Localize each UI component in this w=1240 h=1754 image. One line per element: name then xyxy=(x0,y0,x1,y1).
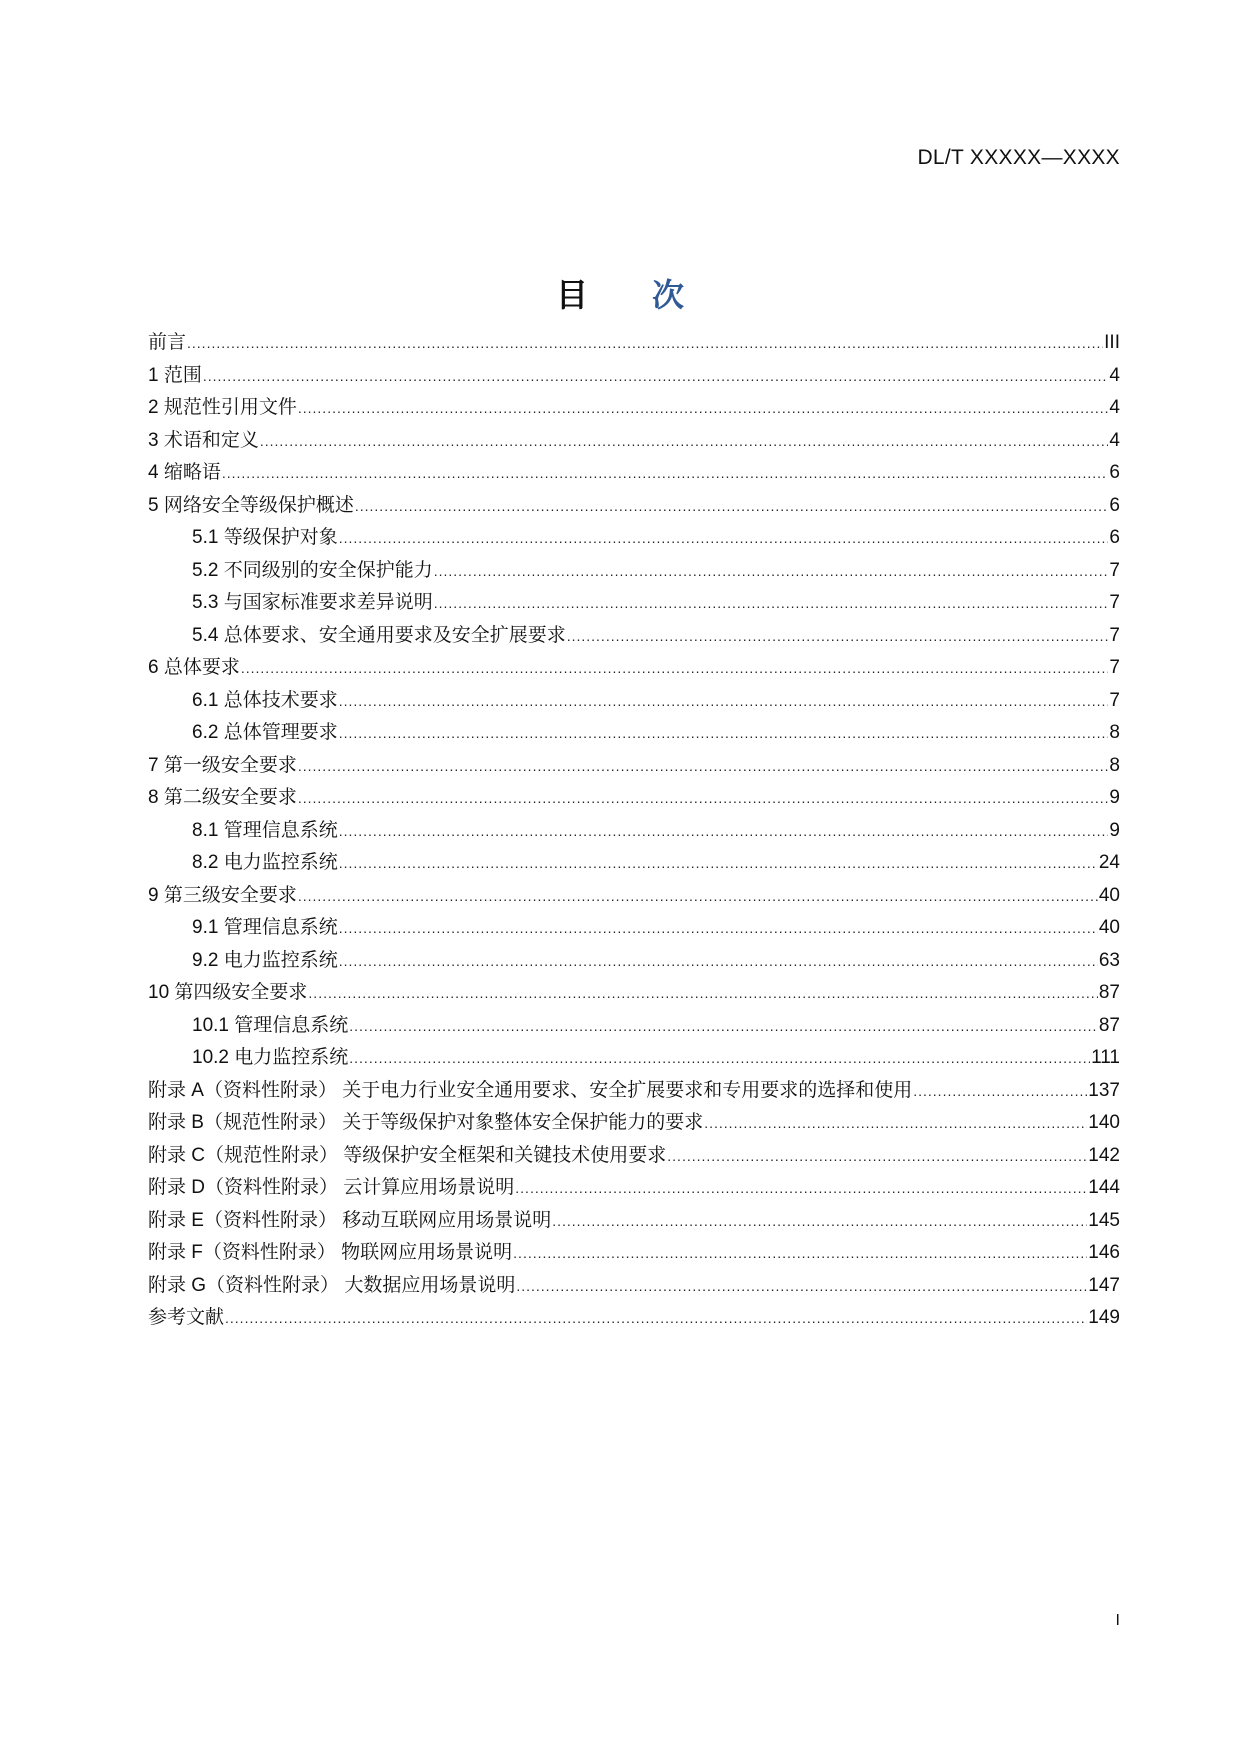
toc-entry-page: 147 xyxy=(1088,1274,1120,1296)
toc-entry-page: 137 xyxy=(1088,1079,1120,1101)
toc-entry[interactable] xyxy=(148,522,1120,555)
toc-entry[interactable] xyxy=(148,360,1120,393)
dot-leader xyxy=(339,820,1109,842)
dot-leader xyxy=(349,1047,1090,1069)
toc-entry-label: 1 范围 xyxy=(148,364,202,386)
toc-entry-page: 144 xyxy=(1088,1177,1120,1198)
toc-entry-page: 111 xyxy=(1091,1047,1120,1068)
toc-entry-page: 4 xyxy=(1109,397,1120,418)
toc-entry-label: 前言 xyxy=(148,332,187,353)
dot-leader xyxy=(434,560,1109,582)
dot-leader xyxy=(241,657,1109,679)
toc-entry-label: 8 第二级安全要求 xyxy=(148,787,297,808)
dot-leader xyxy=(260,430,1109,452)
toc-entry-page: 6 xyxy=(1109,527,1120,548)
toc-entry[interactable] xyxy=(148,912,1120,945)
toc-entry-page: 9 xyxy=(1109,819,1120,841)
toc-entry-label: 9.1 管理信息系统 xyxy=(192,917,338,938)
dot-leader xyxy=(339,527,1109,549)
toc-entry-page: 4 xyxy=(1109,364,1120,386)
toc-entry-page: 87 xyxy=(1098,1014,1120,1036)
toc-entry[interactable] xyxy=(148,1107,1120,1140)
toc-entry-label: 附录 D（资料性附录） 云计算应用场景说明 xyxy=(148,1177,515,1198)
toc-entry-page: 9 xyxy=(1109,787,1120,808)
toc-entry-label: 6 总体要求 xyxy=(148,657,240,678)
toc-entry[interactable] xyxy=(148,490,1120,523)
toc-entry-page: 149 xyxy=(1088,1307,1120,1328)
toc-entry[interactable] xyxy=(148,1270,1120,1303)
toc-entry-label: 5.1 等级保护对象 xyxy=(192,527,338,548)
toc-entry[interactable] xyxy=(148,880,1120,913)
dot-leader xyxy=(339,917,1098,939)
toc-entry[interactable] xyxy=(148,945,1120,978)
toc-entry-page: III xyxy=(1104,332,1120,353)
toc-entry-label: 6.2 总体管理要求 xyxy=(192,722,338,743)
toc-entry[interactable] xyxy=(148,1237,1120,1270)
title-part-2: 次 xyxy=(652,277,685,313)
toc-entry[interactable] xyxy=(148,425,1120,458)
dot-leader xyxy=(298,885,1098,907)
toc-entry-label: 9.2 电力监控系统 xyxy=(192,949,338,971)
toc-entry-page: 7 xyxy=(1109,689,1120,711)
toc-entry[interactable] xyxy=(148,620,1120,653)
page-number: I xyxy=(1115,1612,1120,1629)
toc-entry-page: 40 xyxy=(1098,917,1120,938)
table-of-contents xyxy=(148,327,1120,1335)
dot-leader xyxy=(203,365,1109,387)
toc-entry[interactable] xyxy=(148,327,1120,360)
toc-entry[interactable] xyxy=(148,555,1120,588)
toc-entry[interactable] xyxy=(148,847,1120,880)
toc-entry[interactable] xyxy=(148,1205,1120,1238)
toc-entry-label: 附录 F（资料性附录） 物联网应用场景说明 xyxy=(148,1242,513,1263)
dot-leader xyxy=(516,1275,1087,1297)
toc-entry[interactable] xyxy=(148,750,1120,783)
toc-entry-page: 7 xyxy=(1109,559,1120,581)
toc-entry-label: 参考文献 xyxy=(148,1307,225,1328)
toc-entry-label: 7 第一级安全要求 xyxy=(148,754,297,776)
dot-leader xyxy=(567,625,1109,647)
toc-entry-label: 5.4 总体要求、安全通用要求及安全扩展要求 xyxy=(192,624,566,646)
toc-entry-label: 5.2 不同级别的安全保护能力 xyxy=(192,559,433,581)
toc-entry-page: 7 xyxy=(1109,657,1120,678)
toc-entry-label: 附录 A（资料性附录） 关于电力行业安全通用要求、安全扩展要求和专用要求的选择和使用 xyxy=(148,1079,913,1101)
dot-leader xyxy=(704,1112,1087,1134)
toc-entry[interactable] xyxy=(148,685,1120,718)
dot-leader xyxy=(434,592,1109,614)
toc-entry[interactable] xyxy=(148,815,1120,848)
toc-entry-label: 8.1 管理信息系统 xyxy=(192,819,338,841)
toc-entry-page: 40 xyxy=(1098,884,1120,906)
toc-entry-page: 63 xyxy=(1098,949,1120,971)
dot-leader xyxy=(187,332,1103,354)
toc-entry-page: 24 xyxy=(1098,852,1120,873)
dot-leader xyxy=(308,982,1097,1004)
dot-leader xyxy=(552,1210,1087,1232)
dot-leader xyxy=(667,1145,1087,1167)
toc-entry-page: 8 xyxy=(1109,754,1120,776)
dot-leader xyxy=(515,1177,1087,1199)
toc-entry-page: 145 xyxy=(1088,1209,1120,1231)
toc-entry-page: 4 xyxy=(1109,429,1120,451)
dot-leader xyxy=(298,397,1109,419)
toc-entry-label: 附录 G（资料性附录） 大数据应用场景说明 xyxy=(148,1274,516,1296)
toc-entry-label: 附录 B（规范性附录） 关于等级保护对象整体安全保护能力的要求 xyxy=(148,1112,704,1133)
dot-leader xyxy=(913,1080,1087,1102)
dot-leader xyxy=(225,1307,1087,1329)
dot-leader xyxy=(349,1015,1098,1037)
toc-entry[interactable] xyxy=(148,1302,1120,1335)
document-number: DL/T XXXXX—XXXX xyxy=(917,146,1120,169)
toc-entry[interactable] xyxy=(148,977,1120,1010)
toc-entry-page: 146 xyxy=(1088,1242,1120,1263)
toc-entry-page: 7 xyxy=(1109,624,1120,646)
toc-entry-label: 8.2 电力监控系统 xyxy=(192,852,338,873)
toc-entry[interactable] xyxy=(148,782,1120,815)
toc-entry-label: 10 第四级安全要求 xyxy=(148,982,308,1003)
dot-leader xyxy=(513,1242,1087,1264)
page-title xyxy=(0,270,1240,316)
toc-entry-label: 10.2 电力监控系统 xyxy=(192,1047,349,1068)
dot-leader xyxy=(355,495,1109,517)
dot-leader xyxy=(298,787,1109,809)
toc-entry-label: 2 规范性引用文件 xyxy=(148,397,297,418)
toc-entry-page: 87 xyxy=(1098,982,1120,1003)
dot-leader xyxy=(339,852,1098,874)
dot-leader xyxy=(298,755,1109,777)
toc-entry-label: 6.1 总体技术要求 xyxy=(192,689,338,711)
toc-entry-page: 6 xyxy=(1109,462,1120,483)
toc-entry[interactable] xyxy=(148,1140,1120,1173)
toc-entry[interactable] xyxy=(148,587,1120,620)
toc-entry[interactable] xyxy=(148,1042,1120,1075)
toc-entry-label: 附录 E（资料性附录） 移动互联网应用场景说明 xyxy=(148,1209,552,1231)
toc-entry[interactable] xyxy=(148,1172,1120,1205)
toc-entry-label: 5 网络安全等级保护概述 xyxy=(148,494,354,516)
title-part-1: 目 xyxy=(555,277,588,313)
toc-entry[interactable] xyxy=(148,457,1120,490)
dot-leader xyxy=(339,950,1098,972)
toc-entry-label: 3 术语和定义 xyxy=(148,429,259,451)
toc-entry-label: 10.1 管理信息系统 xyxy=(192,1014,349,1036)
toc-entry-page: 6 xyxy=(1109,494,1120,516)
toc-entry-label: 5.3 与国家标准要求差异说明 xyxy=(192,592,433,613)
dot-leader xyxy=(339,722,1109,744)
toc-entry[interactable] xyxy=(148,1075,1120,1108)
toc-entry[interactable] xyxy=(148,652,1120,685)
toc-entry[interactable] xyxy=(148,1010,1120,1043)
dot-leader xyxy=(339,690,1109,712)
toc-entry-label: 4 缩略语 xyxy=(148,462,221,483)
toc-entry-page: 140 xyxy=(1088,1112,1120,1133)
toc-entry-page: 7 xyxy=(1109,592,1120,613)
toc-entry-page: 142 xyxy=(1088,1144,1120,1166)
dot-leader xyxy=(222,462,1109,484)
toc-entry-page: 8 xyxy=(1109,722,1120,743)
toc-entry-label: 9 第三级安全要求 xyxy=(148,884,297,906)
toc-entry[interactable] xyxy=(148,392,1120,425)
toc-entry[interactable] xyxy=(148,717,1120,750)
toc-entry-label: 附录 C（规范性附录） 等级保护安全框架和关键技术使用要求 xyxy=(148,1144,667,1166)
